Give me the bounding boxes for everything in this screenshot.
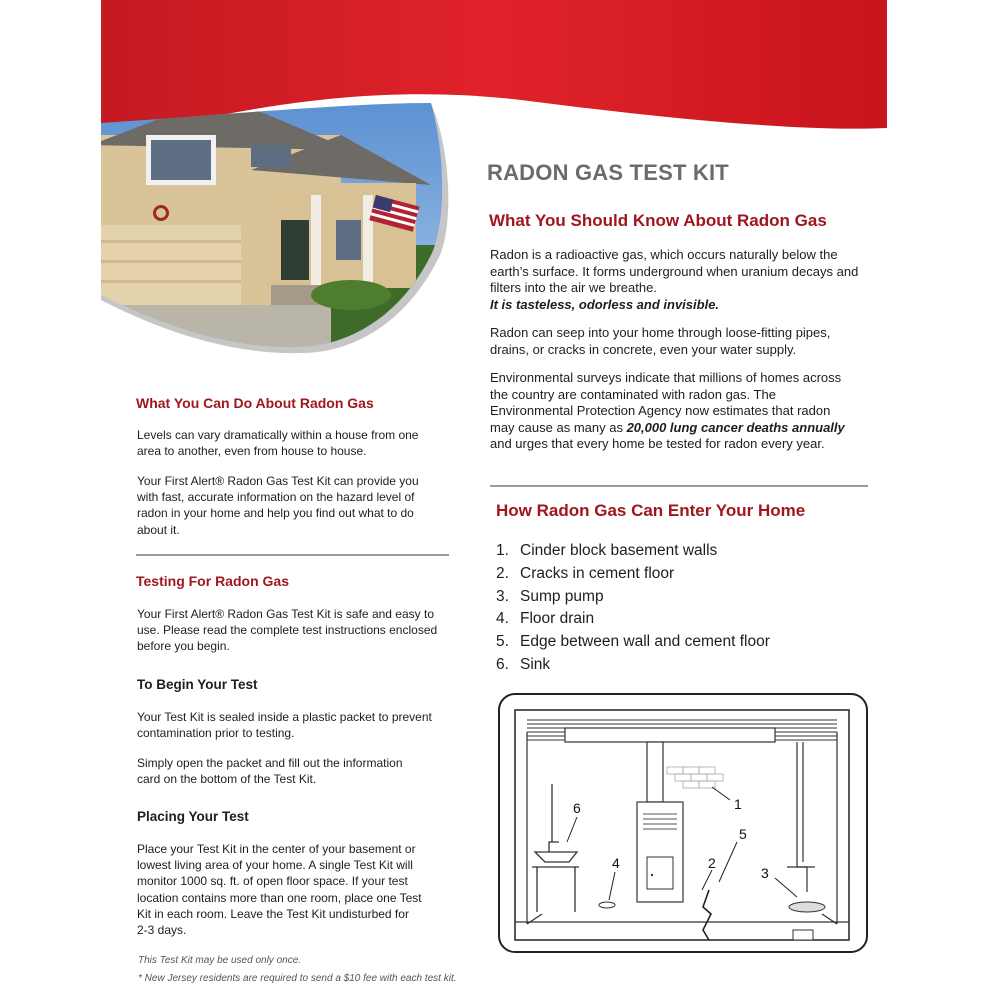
page [101, 0, 887, 987]
diagram-label-3: 3 [761, 865, 769, 881]
know-paragraph-2: Radon can seep into your home through loose-fitting pipes, drains, or cracks in concrete, even your water supply. [490, 325, 831, 357]
list-item: 4. Floor drain [496, 610, 595, 628]
placing-paragraph: Place your Test Kit in the center of your basement or lowest living area of your home. A single Test Kit will monitor 1000 sq. ft. of open floor space. If your test location contains more than one room, place one Test Kit in each room. Leave the Test Kit undisturbed for 2-3 days. [137, 842, 422, 938]
know-heading: What You Should Know About Radon Gas [489, 211, 827, 230]
list-item: 5. Edge between wall and cement floor [496, 633, 770, 651]
know-p1-text: Radon is a radioactive gas, which occurs naturally below the earth’s surface. It forms underground when uranium decays and filters into the air we breathe. [490, 247, 859, 295]
divider-right [490, 485, 868, 487]
basement-diagram [497, 692, 869, 954]
can-do-heading: What You Can Do About Radon Gas [136, 395, 374, 411]
can-do-paragraph-2: Your First Alert® Radon Gas Test Kit can provide you with fast, accurate information on the hazard level of radon in your home and help you find out what to do about it. [137, 474, 419, 537]
diagram-label-2: 2 [708, 855, 716, 871]
diagram-label-4: 4 [612, 855, 620, 871]
page-title: RADON GAS TEST KIT [487, 160, 729, 185]
list-item: 2. Cracks in cement floor [496, 564, 675, 582]
diagram-label-6: 6 [573, 800, 581, 816]
list-item: 3. Sump pump [496, 587, 604, 605]
know-p3-emphasis: 20,000 lung cancer deaths annually [626, 419, 845, 435]
placing-heading: Placing Your Test [137, 809, 249, 824]
divider-left [136, 554, 449, 556]
begin-paragraph-1: Your Test Kit is sealed inside a plastic packet to prevent contamination prior to testing. [137, 710, 432, 741]
know-p3-text-b: and urges that every home be tested for radon every year. [490, 436, 825, 451]
list-item: 6. Sink [496, 655, 551, 673]
testing-paragraph: Your First Alert® Radon Gas Test Kit is safe and easy to use. Please read the complete test instructions enclosed before you begin. [137, 607, 438, 654]
know-p3-text-a: Environmental surveys indicate that millions of homes across the country are contaminated with radon gas. The Environmental Protection Agency now estimates that radon may cause as many as [490, 370, 842, 435]
enter-heading: How Radon Gas Can Enter Your Home [496, 501, 806, 520]
usage-note: This Test Kit may be used only once. [138, 955, 302, 966]
testing-heading: Testing For Radon Gas [136, 573, 289, 589]
list-item: 1. Cinder block basement walls [496, 542, 718, 559]
know-p1-emphasis: It is tasteless, odorless and invisible. [490, 296, 720, 312]
fee-note: * New Jersey residents are required to send a $10 fee with each test kit. [138, 973, 457, 984]
diagram-label-5: 5 [739, 826, 747, 842]
can-do-paragraph-1: Levels can vary dramatically within a house from one area to another, even from house to house. [137, 428, 419, 459]
begin-paragraph-2: Simply open the packet and fill out the information card on the bottom of the Test Kit. [137, 756, 403, 787]
begin-heading: To Begin Your Test [137, 677, 258, 692]
know-paragraph-3 [490, 370, 858, 453]
house-photo [101, 95, 461, 355]
entry-list [496, 540, 770, 677]
diagram-label-1: 1 [734, 796, 742, 812]
know-paragraph-1 [490, 247, 860, 313]
